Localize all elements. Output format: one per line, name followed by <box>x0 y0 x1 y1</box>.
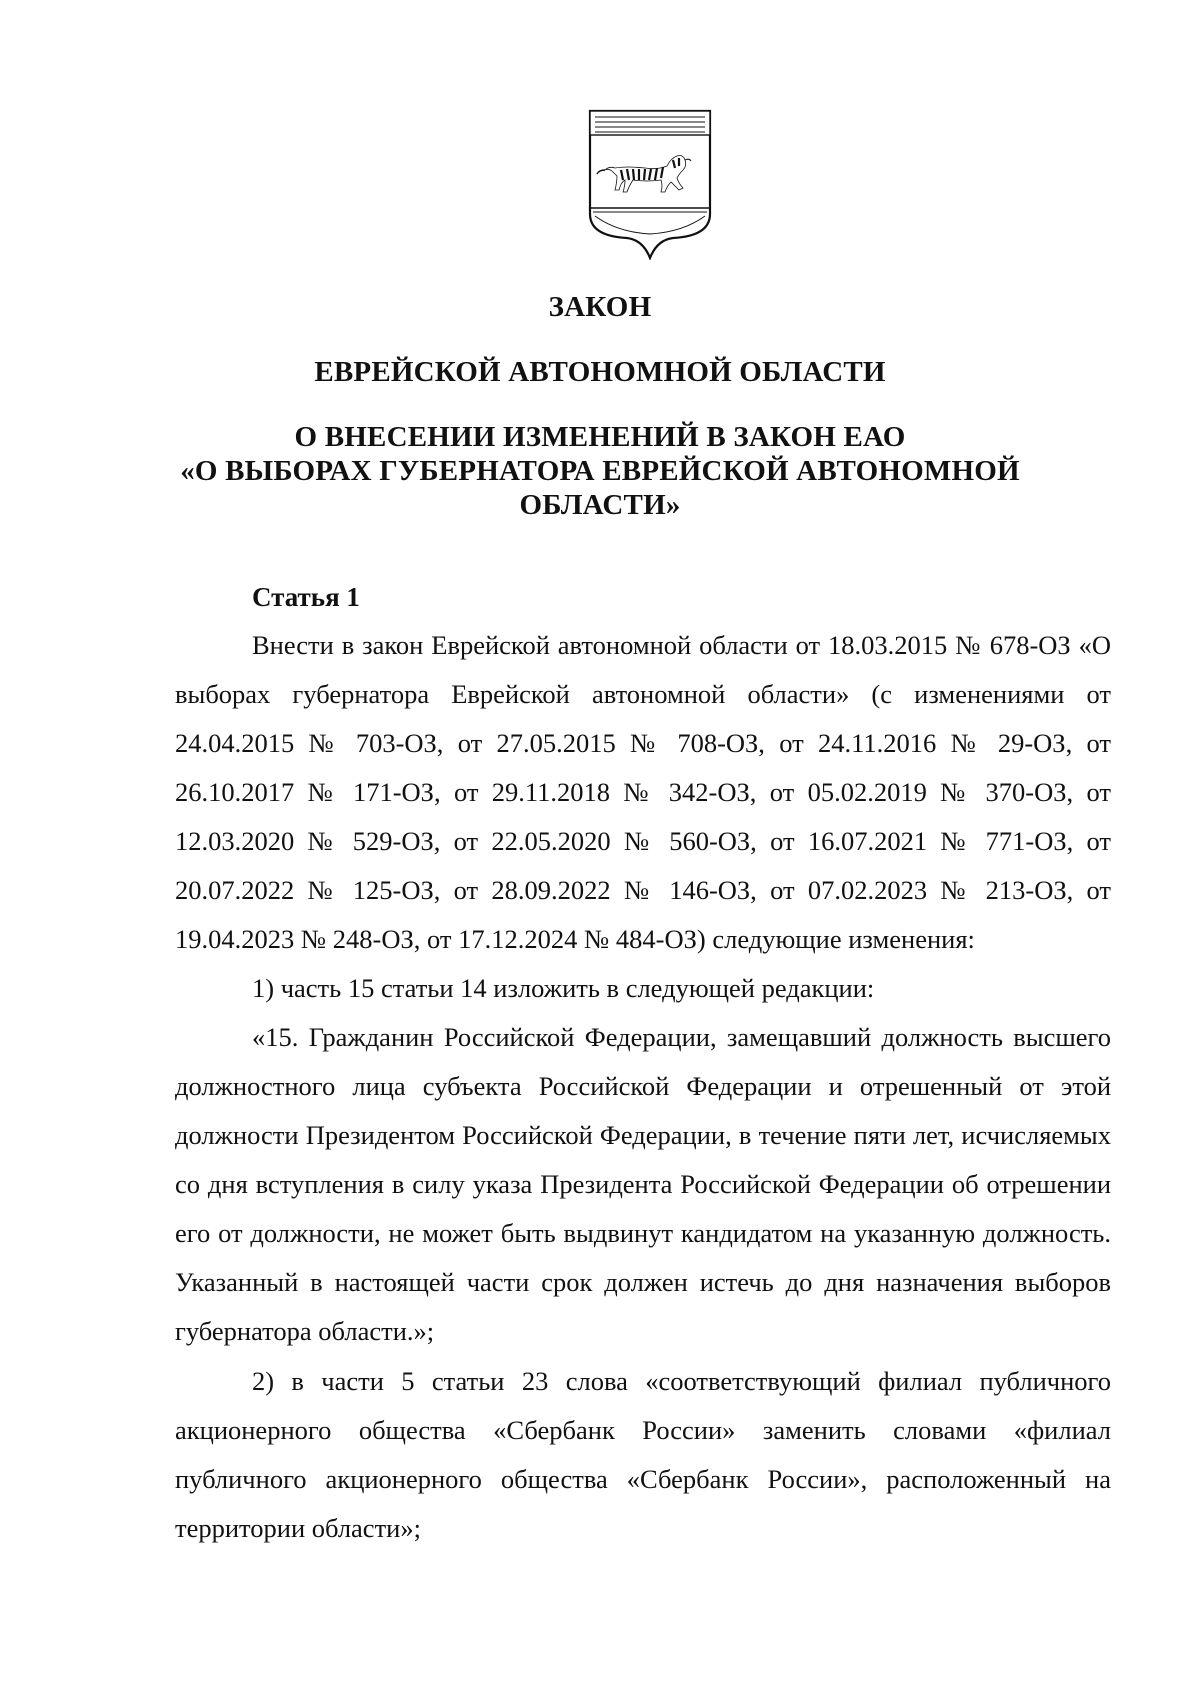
article-title: Статья 1 <box>252 582 360 612</box>
law-title <box>150 420 1050 522</box>
coat-of-arms-icon <box>587 108 713 260</box>
article-paragraph: Внести в закон Еврейской автономной области от 18.03.2015 № 678-ОЗ «О выборах губернатора Еврейской автономной области» (с изменениями от 24.04.2015 № 703-ОЗ, от 27.05.2015 № 708-ОЗ, от 24.11.2016 № 29-ОЗ, от 26.10.2017 № 171-ОЗ, от 29.11.2018 № 342-ОЗ, от 05.02.2019 № 370-ОЗ, от 12.03.2020 № 529-ОЗ, от 22.05.2020 № 560-ОЗ, от 16.07.2021 № 771-ОЗ, от 20.07.2022 № 125-ОЗ, от 28.09.2022 № 146-ОЗ, от 07.02.2023 № 213-ОЗ, от 19.04.2023 № 248-ОЗ, от 17.12.2024 № 484-ОЗ) следующие изменения: <box>175 630 1111 954</box>
article-paragraph: 1) часть 15 статьи 14 изложить в следующей редакции: <box>252 973 875 1003</box>
law-title-line: «О ВЫБОРАХ ГУБЕРНАТОРА ЕВРЕЙСКОЙ АВТОНОМНОЙ <box>180 455 1020 487</box>
law-title-line: ОБЛАСТИ» <box>519 489 681 521</box>
region-heading: ЕВРЕЙСКОЙ АВТОНОМНОЙ ОБЛАСТИ <box>314 356 886 388</box>
document-type-heading: ЗАКОН <box>548 291 652 323</box>
article-paragraph: «15. Гражданин Российской Федерации, замещавший должность высшего должностного лица субъекта Российской Федерации и отрешенный от этой должности Президентом Российской Федерации, в течение пяти лет, исчисляемых со дня вступления в силу указа Президента Российской Федерации об отрешении его от должности, не может быть выдвинут кандидатом на указанную должность. Указанный в настоящей части срок должен истечь до дня назначения выборов губернатора области.»; <box>175 1022 1111 1346</box>
law-title-line: О ВНЕСЕНИИ ИЗМЕНЕНИЙ В ЗАКОН ЕАО <box>294 421 906 453</box>
article-paragraph: 2) в части 5 статьи 23 слова «соответствующий филиал публичного акционерного общества «Сбербанк России» заменить словами «филиал публичного акционерного общества «Сбербанк России», расположенный на территории области»; <box>175 1366 1111 1543</box>
